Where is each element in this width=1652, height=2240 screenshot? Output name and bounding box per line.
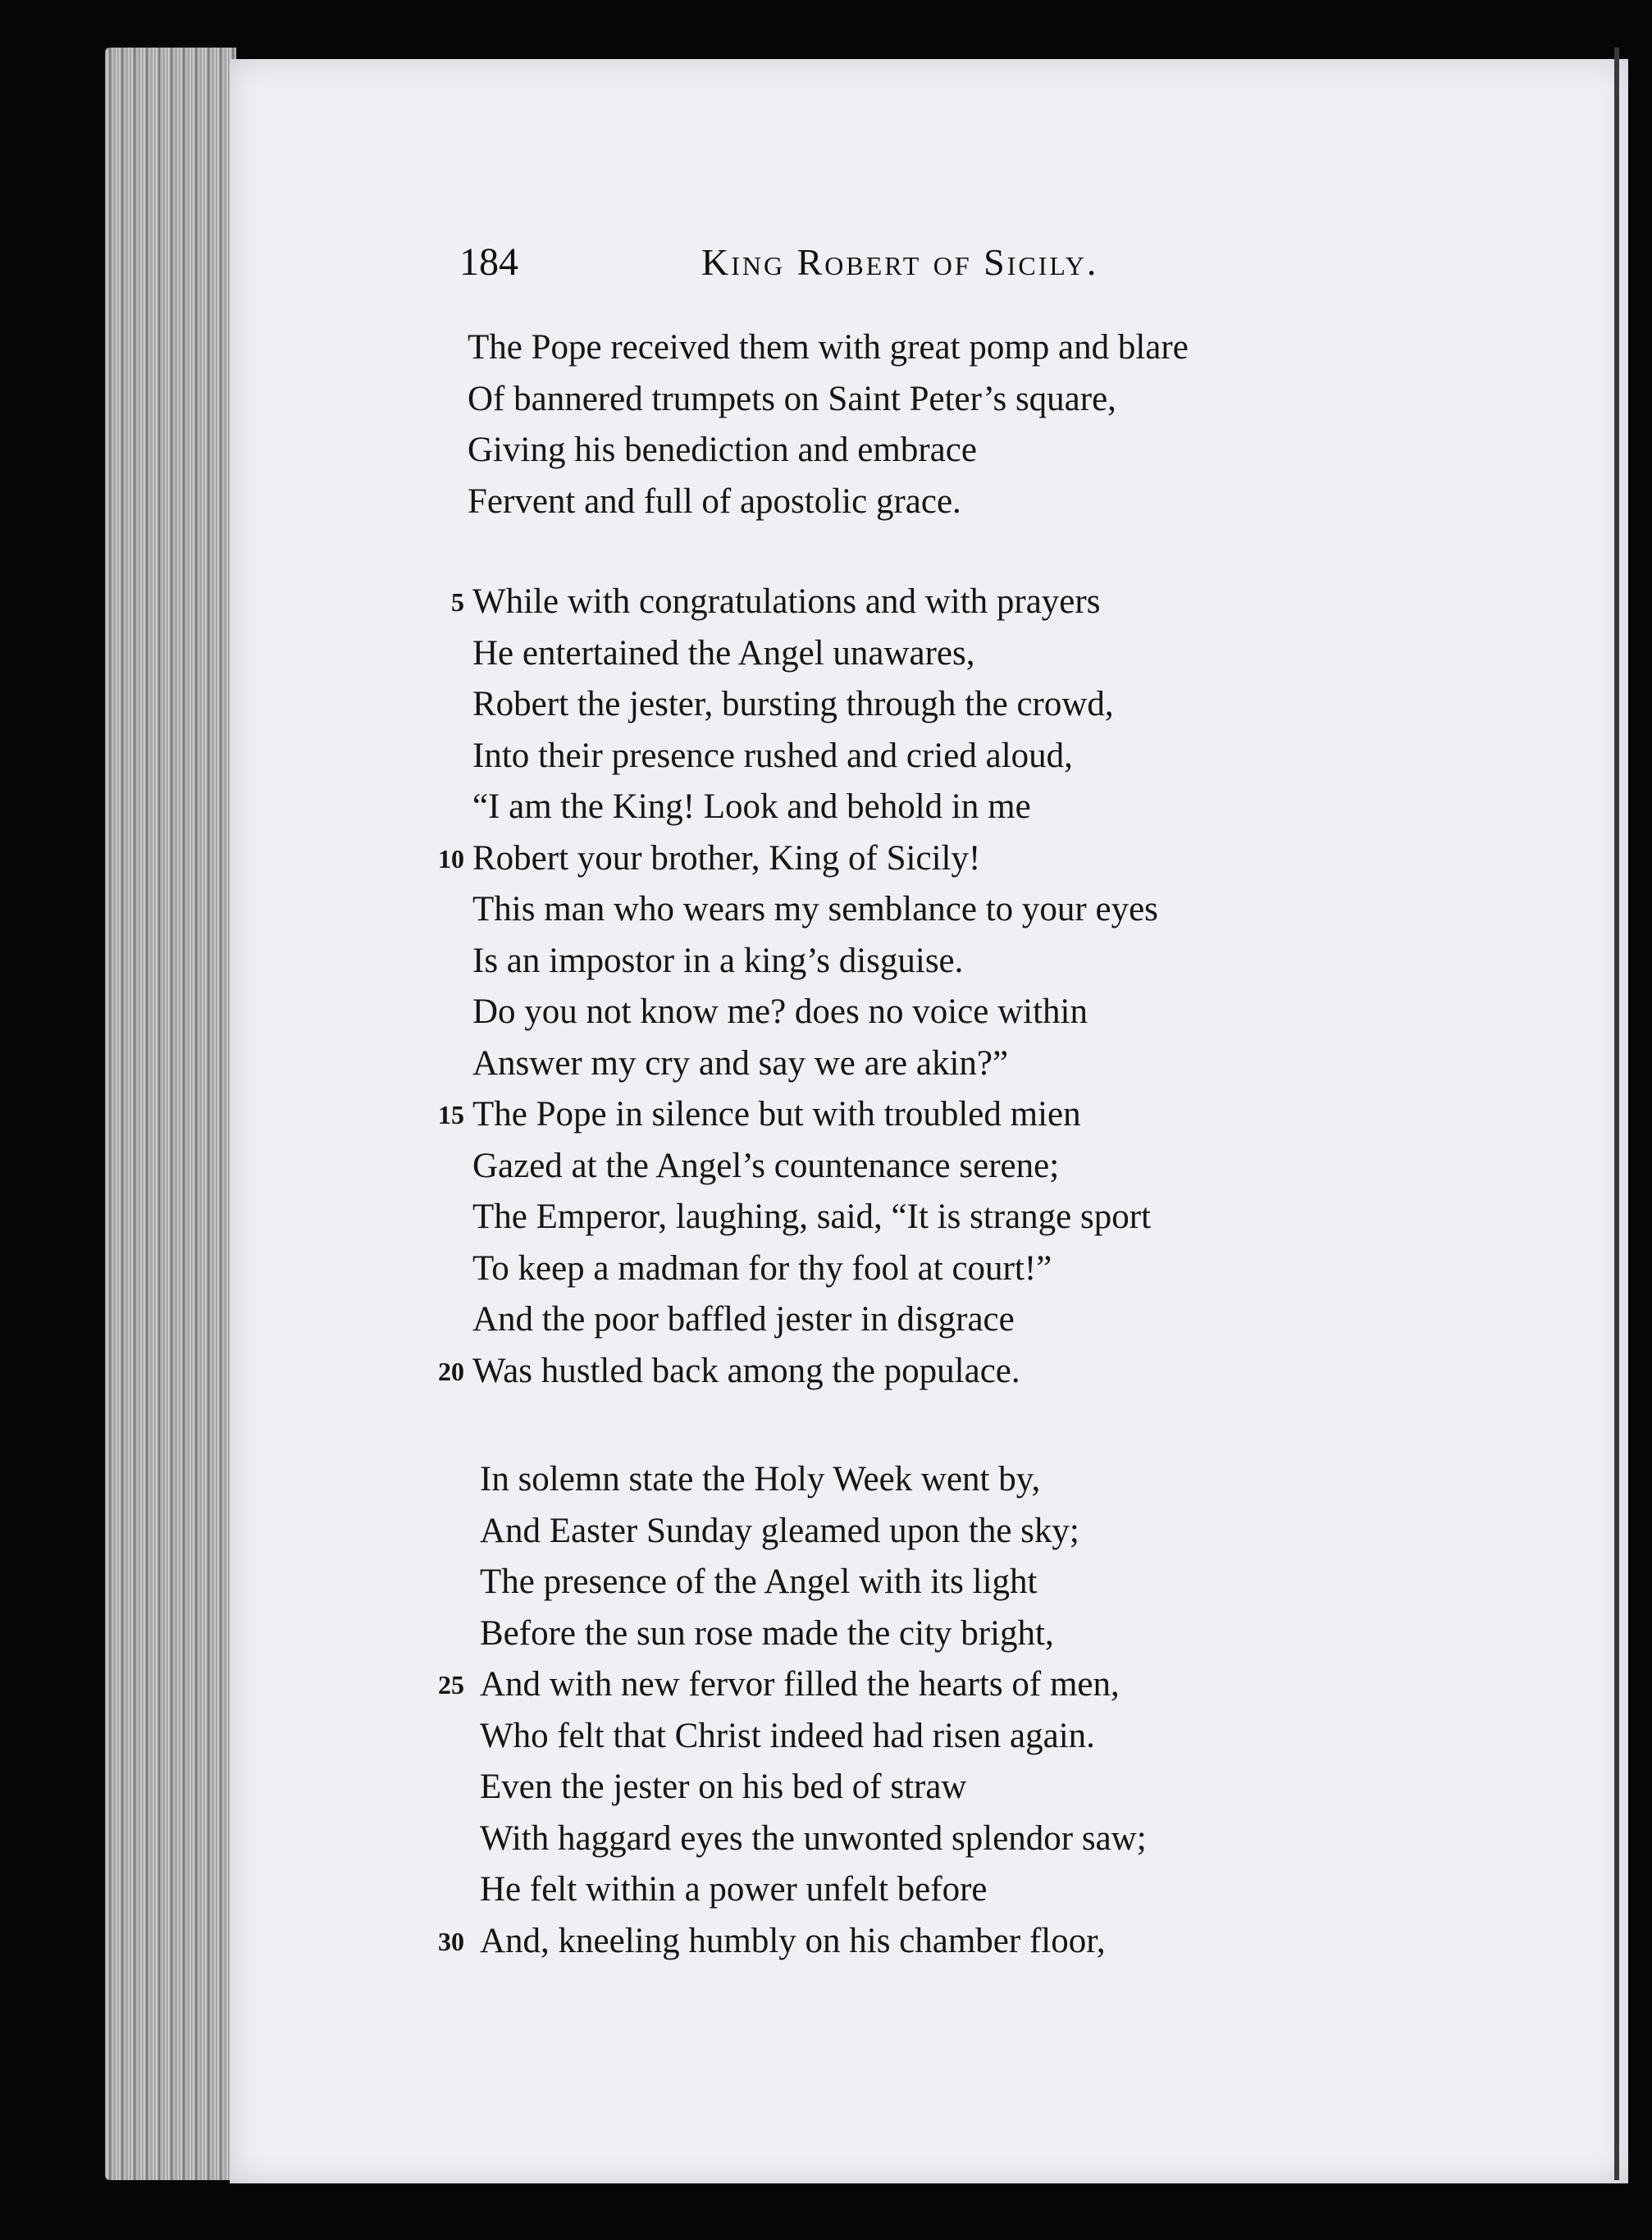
page-header <box>459 238 1280 287</box>
poem-line <box>402 1506 1386 1558</box>
running-title: King Robert of Sicily. <box>701 241 1099 283</box>
line-text: He entertained the Angel unawares, <box>472 633 975 673</box>
poem-line <box>402 833 1386 885</box>
line-text: Who felt that Christ indeed had risen again. <box>480 1716 1095 1755</box>
poem-line <box>402 1916 1386 1968</box>
poem-line <box>402 731 1386 782</box>
line-text: The Pope received them with great pomp and blare <box>468 328 1189 367</box>
line-number: 25 <box>438 1670 464 1699</box>
line-text: Even the jester on his bed of straw <box>480 1768 967 1806</box>
poem-line <box>402 987 1386 1038</box>
line-number: 10 <box>438 843 464 874</box>
line-text: The Emperor, laughing, said, “It is strange sport <box>472 1198 1152 1236</box>
line-text: And Easter Sunday gleamed upon the sky; <box>480 1511 1079 1550</box>
line-text: This man who wears my semblance to your eyes <box>472 890 1158 928</box>
page-number: 184 <box>459 240 518 284</box>
poem-line <box>402 884 1386 936</box>
poem-line <box>402 1243 1386 1295</box>
poem-line <box>402 577 1386 628</box>
line-text: Into their presence rushed and cried aloud, <box>472 736 1073 775</box>
poem-line <box>402 477 1386 528</box>
poem-line <box>402 374 1386 426</box>
poem-line <box>402 628 1386 680</box>
line-text: Answer my cry and say we are akin?” <box>472 1043 1009 1083</box>
poem-line <box>402 936 1386 988</box>
line-text: And with new fervor filled the hearts of men, <box>480 1665 1120 1704</box>
poem-line <box>402 1813 1386 1865</box>
poem-line <box>402 1141 1386 1193</box>
book-page-edges <box>105 48 236 2180</box>
poem-line <box>402 1454 1386 1506</box>
poem-line <box>402 1192 1386 1243</box>
poem-line <box>402 1864 1386 1916</box>
poem-line <box>402 1294 1386 1346</box>
line-text: And the poor baffled jester in disgrace <box>472 1300 1015 1339</box>
line-text: In solemn state the Holy Week went by, <box>480 1460 1041 1499</box>
stanza <box>402 1454 1386 1967</box>
poem-line <box>402 679 1386 731</box>
line-text: Is an impostor in a king’s disguise. <box>472 941 964 980</box>
line-text: Was hustled back among the populace. <box>472 1351 1020 1390</box>
line-number: 5 <box>451 587 464 617</box>
line-text: Of bannered trumpets on Saint Peter’s square, <box>468 379 1116 418</box>
line-text: Robert the jester, bursting through the crowd, <box>472 685 1114 723</box>
poem-line <box>402 1038 1386 1090</box>
poem-line <box>402 1557 1386 1608</box>
poem-line <box>402 782 1386 833</box>
poem-line <box>402 322 1386 374</box>
poem-line <box>402 1346 1386 1398</box>
line-text: To keep a madman for thy fool at court!” <box>472 1248 1052 1288</box>
line-text: And, kneeling humbly on his chamber floor, <box>480 1921 1106 1960</box>
poem-line <box>402 1659 1386 1711</box>
line-number: 30 <box>438 1926 464 1956</box>
poem-line <box>402 425 1386 477</box>
line-number: 20 <box>438 1356 464 1386</box>
line-text: Fervent and full of apostolic grace. <box>468 481 961 521</box>
poem-line <box>402 1089 1386 1141</box>
line-text: While with congratulations and with prayers <box>472 582 1101 621</box>
book-right-edge <box>1614 48 1619 2180</box>
line-text: Before the sun rose made the city bright, <box>480 1613 1054 1653</box>
line-text: Gazed at the Angel’s countenance serene; <box>472 1146 1060 1185</box>
stanza <box>402 577 1386 1397</box>
line-text: Giving his benediction and embrace <box>468 431 977 469</box>
line-text: He felt within a power unfelt before <box>480 1870 988 1909</box>
stanza <box>402 322 1386 527</box>
line-text: The presence of the Angel with its light <box>480 1563 1038 1601</box>
line-text: The Pope in silence but with troubled mien <box>472 1095 1081 1134</box>
line-text: With haggard eyes the unwonted splendor saw; <box>480 1818 1147 1858</box>
line-number: 15 <box>438 1100 464 1129</box>
poem-line <box>402 1608 1386 1660</box>
line-text: Do you not know me? does no voice within <box>472 992 1088 1031</box>
line-text: Robert your brother, King of Sicily! <box>472 838 981 878</box>
line-text: “I am the King! Look and behold in me <box>472 787 1031 826</box>
poem-line <box>402 1711 1386 1763</box>
poem-line <box>402 1762 1386 1813</box>
